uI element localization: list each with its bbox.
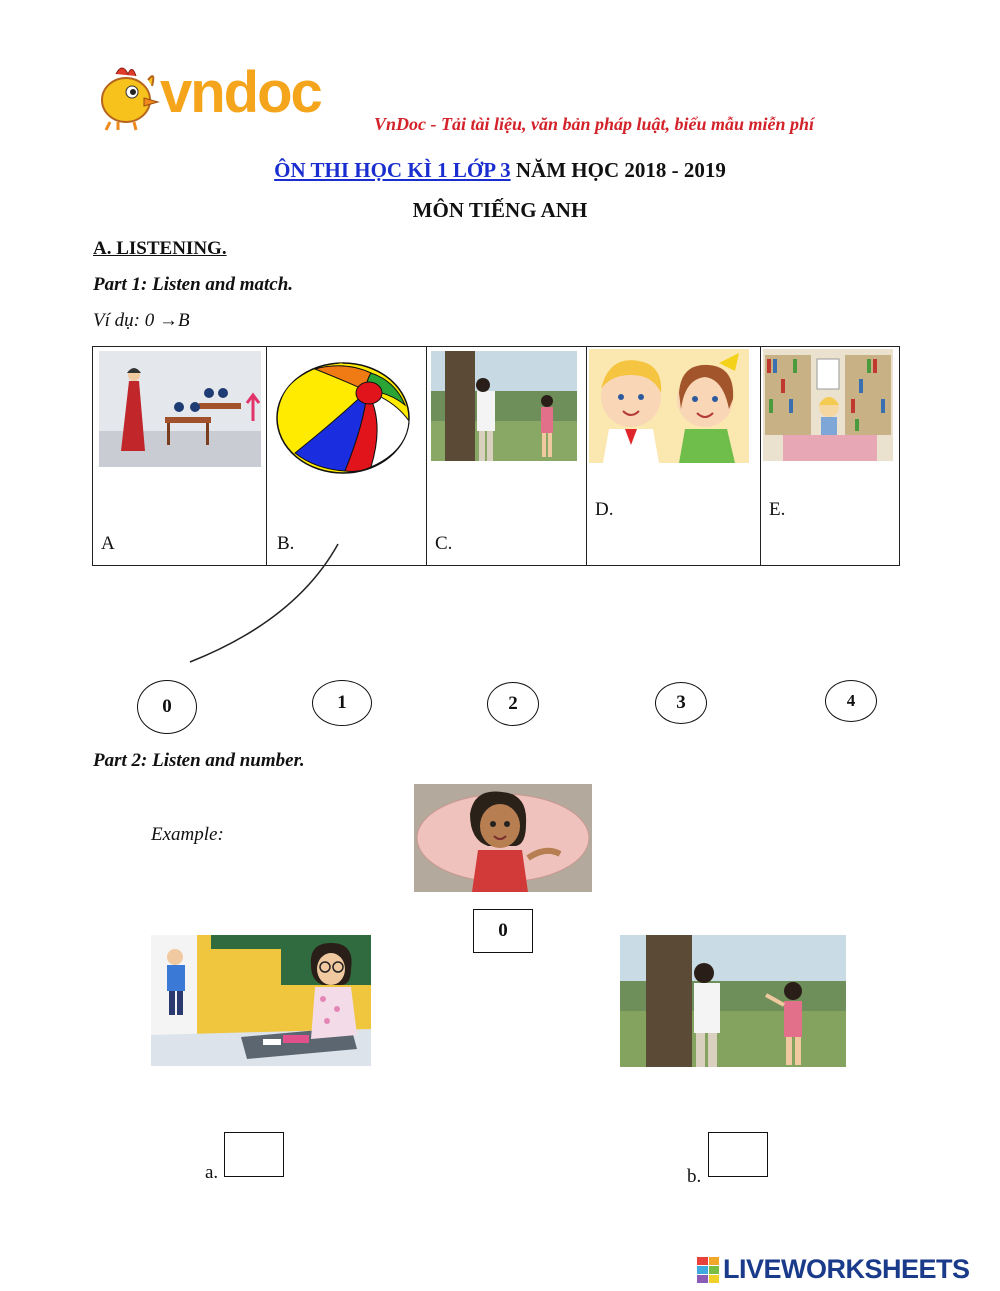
number-circle-1[interactable]: 1	[312, 680, 372, 726]
title-year: NĂM HỌC 2018 - 2019	[510, 158, 726, 182]
chick-mascot-icon	[96, 60, 166, 132]
liveworksheets-wordmark: LIVEWORKSHEETS	[723, 1254, 970, 1284]
answer-label-b: b.	[687, 1166, 702, 1187]
page-title	[0, 158, 1000, 183]
picture-label-d: D.	[595, 499, 614, 520]
beach-ball-picture	[275, 361, 411, 475]
number-circle-2[interactable]: 2	[487, 682, 539, 726]
picture-cell-b	[267, 347, 427, 565]
number-circle-4[interactable]: 4	[825, 680, 877, 722]
girl-example-picture	[414, 784, 592, 892]
picture-label-b: B.	[277, 533, 295, 554]
part2-heading: Part 2: Listen and number.	[93, 750, 305, 771]
answer-box-a[interactable]	[224, 1132, 284, 1177]
hide-and-seek-picture	[431, 351, 577, 461]
example-match-line	[186, 540, 346, 666]
kids-waving-picture	[589, 349, 749, 463]
classroom-picture	[99, 351, 261, 467]
picture-cell-c	[427, 347, 587, 565]
example-answer-box: 0	[473, 909, 533, 953]
logo-wordmark: vndoc	[160, 60, 321, 125]
number-circle-3[interactable]: 3	[655, 682, 707, 724]
number-circle-0[interactable]: 0	[137, 680, 197, 734]
picture-label-a: A	[101, 533, 115, 554]
hide-and-seek-picture-b	[620, 935, 846, 1067]
answer-label-a: a.	[205, 1162, 219, 1183]
liveworksheets-icon	[697, 1257, 719, 1283]
part2-example-label: Example:	[151, 824, 224, 845]
part1-heading: Part 1: Listen and match.	[93, 274, 294, 295]
teacher-classroom-picture	[151, 935, 371, 1066]
picture-label-c: C.	[435, 533, 453, 554]
title-link[interactable]: ÔN THI HỌC KÌ 1 LỚP 3	[274, 158, 511, 182]
picture-cell-e	[761, 347, 901, 565]
library-picture	[763, 349, 893, 461]
part1-example: Ví dụ: 0 →B	[93, 310, 190, 331]
picture-table	[92, 346, 900, 566]
section-heading: A. LISTENING.	[93, 238, 227, 259]
subject-title: MÔN TIẾNG ANH	[412, 198, 588, 222]
picture-cell-a	[93, 347, 267, 565]
picture-label-e: E.	[769, 499, 786, 520]
liveworksheets-logo	[697, 1254, 970, 1285]
answer-box-b[interactable]	[708, 1132, 768, 1177]
tagline: VnDoc - Tải tài liệu, văn bản pháp luật, biểu mẫu miễn phí	[374, 114, 815, 134]
picture-cell-d	[587, 347, 761, 565]
